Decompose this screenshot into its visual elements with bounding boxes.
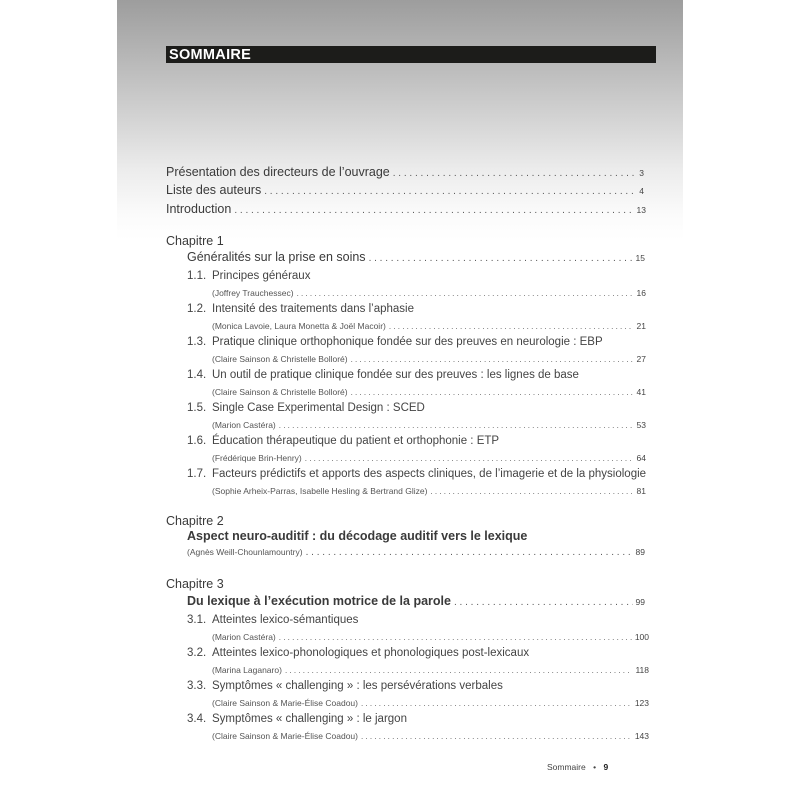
footer-separator: • xyxy=(593,762,597,772)
dot-leader xyxy=(361,698,632,709)
section-page: 118 xyxy=(635,665,649,675)
section-title[interactable]: Éducation thérapeutique du patient et orthophonie : ETP xyxy=(212,435,500,447)
dot-leader xyxy=(279,420,634,431)
chapter-title: Du lexique à l’exécution motrice de la parole xyxy=(187,594,451,608)
toc-entry-page: 13 xyxy=(636,205,646,215)
chapter-title: Généralités sur la prise en soins xyxy=(187,250,366,264)
toc-entry-title: Liste des auteurs xyxy=(166,183,262,197)
section-page: 41 xyxy=(636,387,646,397)
section-authors-row[interactable] xyxy=(212,420,646,431)
section-title[interactable]: Facteurs prédictifs et apports des aspects cliniques, de l’imagerie et de la physiologie xyxy=(212,468,647,480)
dot-leader xyxy=(234,205,633,216)
toc-entry-authors-list[interactable] xyxy=(166,183,644,197)
section-authors-row[interactable] xyxy=(212,665,649,676)
section-authors: (Joffrey Trauchessec) xyxy=(212,288,294,298)
section-number: 1.3. xyxy=(187,336,207,348)
title-bar xyxy=(166,46,656,63)
section-title[interactable]: Symptômes « challenging » : les persévérations verbales xyxy=(212,680,503,692)
section-authors: (Monica Lavoie, Laura Monetta & Joël Macoir) xyxy=(212,321,386,331)
section-authors-row[interactable] xyxy=(212,698,649,709)
document-page xyxy=(117,0,683,800)
section-authors: (Sophie Arheix-Parras, Isabelle Hesling & Bertrand Glize) xyxy=(212,486,428,496)
toc-entry-page: 3 xyxy=(639,168,644,178)
section-number: 3.2. xyxy=(187,647,207,659)
dot-leader xyxy=(306,547,633,558)
section-authors-row[interactable] xyxy=(212,387,646,398)
section-number: 1.5. xyxy=(187,402,207,414)
section-authors-row[interactable] xyxy=(212,731,649,742)
section-page: 143 xyxy=(634,731,649,741)
dot-leader xyxy=(285,665,633,676)
page-title: SOMMAIRE xyxy=(169,47,252,63)
chapter-page: 89 xyxy=(635,547,645,557)
section-authors-row[interactable] xyxy=(212,288,646,299)
section-number: 1.6. xyxy=(187,435,207,447)
toc-entry-page: 4 xyxy=(639,186,644,196)
dot-leader xyxy=(361,731,632,742)
dot-leader xyxy=(279,632,632,643)
page-number: 9 xyxy=(603,762,609,772)
toc-entry-presentation[interactable] xyxy=(166,165,644,179)
section-title[interactable]: Symptômes « challenging » : le jargon xyxy=(212,713,407,725)
chapter-2-label: Chapitre 2 xyxy=(166,514,224,528)
section-title[interactable]: Atteintes lexico-sémantiques xyxy=(212,614,359,626)
section-page: 53 xyxy=(636,420,646,430)
toc-entry-title: Présentation des directeurs de l’ouvrage xyxy=(166,165,390,179)
chapter-2-title[interactable]: Aspect neuro-auditif : du décodage auditif vers le lexique xyxy=(187,529,528,543)
toc-entry-page: 15 xyxy=(635,253,645,263)
section-page: 16 xyxy=(636,288,646,298)
chapter-authors: (Agnès Weill-Chounlamountry) xyxy=(187,547,303,557)
section-page: 64 xyxy=(636,453,646,463)
dot-leader xyxy=(393,168,637,179)
dot-leader xyxy=(351,354,634,365)
section-title[interactable]: Principes généraux xyxy=(212,270,311,282)
section-authors: (Frédérique Brin-Henry) xyxy=(212,453,302,463)
section-authors-row[interactable] xyxy=(212,321,646,332)
section-authors: (Marion Castéra) xyxy=(212,420,276,430)
chapter-2-authors-row[interactable] xyxy=(187,547,645,558)
page-footer xyxy=(547,762,608,772)
section-title[interactable]: Single Case Experimental Design : SCED xyxy=(212,402,425,414)
section-number: 1.7. xyxy=(187,468,207,480)
section-number: 3.4. xyxy=(187,713,207,725)
section-page: 100 xyxy=(634,632,649,642)
section-authors-row[interactable] xyxy=(212,354,646,365)
dot-leader xyxy=(430,486,633,497)
footer-section-label: Sommaire xyxy=(547,762,586,772)
toc-entry-page: 99 xyxy=(635,597,645,607)
dot-leader xyxy=(297,288,634,299)
section-authors-row[interactable] xyxy=(212,486,646,497)
section-page: 123 xyxy=(634,698,649,708)
section-authors: (Claire Sainson & Marie-Élise Coadou) xyxy=(212,731,358,741)
section-authors: (Claire Sainson & Christelle Bolloré) xyxy=(212,354,348,364)
section-page: 21 xyxy=(636,321,646,331)
toc-entry-title: Introduction xyxy=(166,202,232,216)
section-authors: (Claire Sainson & Christelle Bolloré) xyxy=(212,387,348,397)
section-authors: (Marion Castéra) xyxy=(212,632,276,642)
chapter-3-entry[interactable] xyxy=(187,594,645,608)
dot-leader xyxy=(454,597,633,608)
dot-leader xyxy=(305,453,634,464)
section-authors: (Marina Laganaro) xyxy=(212,665,282,675)
dot-leader xyxy=(264,186,636,197)
chapter-1-label: Chapitre 1 xyxy=(166,234,224,248)
section-authors-row[interactable] xyxy=(212,453,646,464)
chapter-1-entry[interactable] xyxy=(187,250,645,264)
section-authors-row[interactable] xyxy=(212,632,649,643)
section-number: 3.3. xyxy=(187,680,207,692)
section-page: 27 xyxy=(636,354,646,364)
section-page: 81 xyxy=(636,486,646,496)
section-number: 3.1. xyxy=(187,614,207,626)
dot-leader xyxy=(389,321,634,332)
section-title[interactable]: Pratique clinique orthophonique fondée sur des preuves en neurologie : EBP xyxy=(212,336,603,348)
section-number: 1.2. xyxy=(187,303,207,315)
section-number: 1.1. xyxy=(187,270,207,282)
section-authors: (Claire Sainson & Marie-Élise Coadou) xyxy=(212,698,358,708)
dot-leader xyxy=(351,387,634,398)
section-title[interactable]: Un outil de pratique clinique fondée sur des preuves : les lignes de base xyxy=(212,369,579,381)
toc-entry-introduction[interactable] xyxy=(166,202,646,216)
section-title[interactable]: Atteintes lexico-phonologiques et phonologiques post-lexicaux xyxy=(212,647,530,659)
section-title[interactable]: Intensité des traitements dans l’aphasie xyxy=(212,303,415,315)
chapter-3-label: Chapitre 3 xyxy=(166,577,224,591)
section-number: 1.4. xyxy=(187,369,207,381)
dot-leader xyxy=(369,253,633,264)
